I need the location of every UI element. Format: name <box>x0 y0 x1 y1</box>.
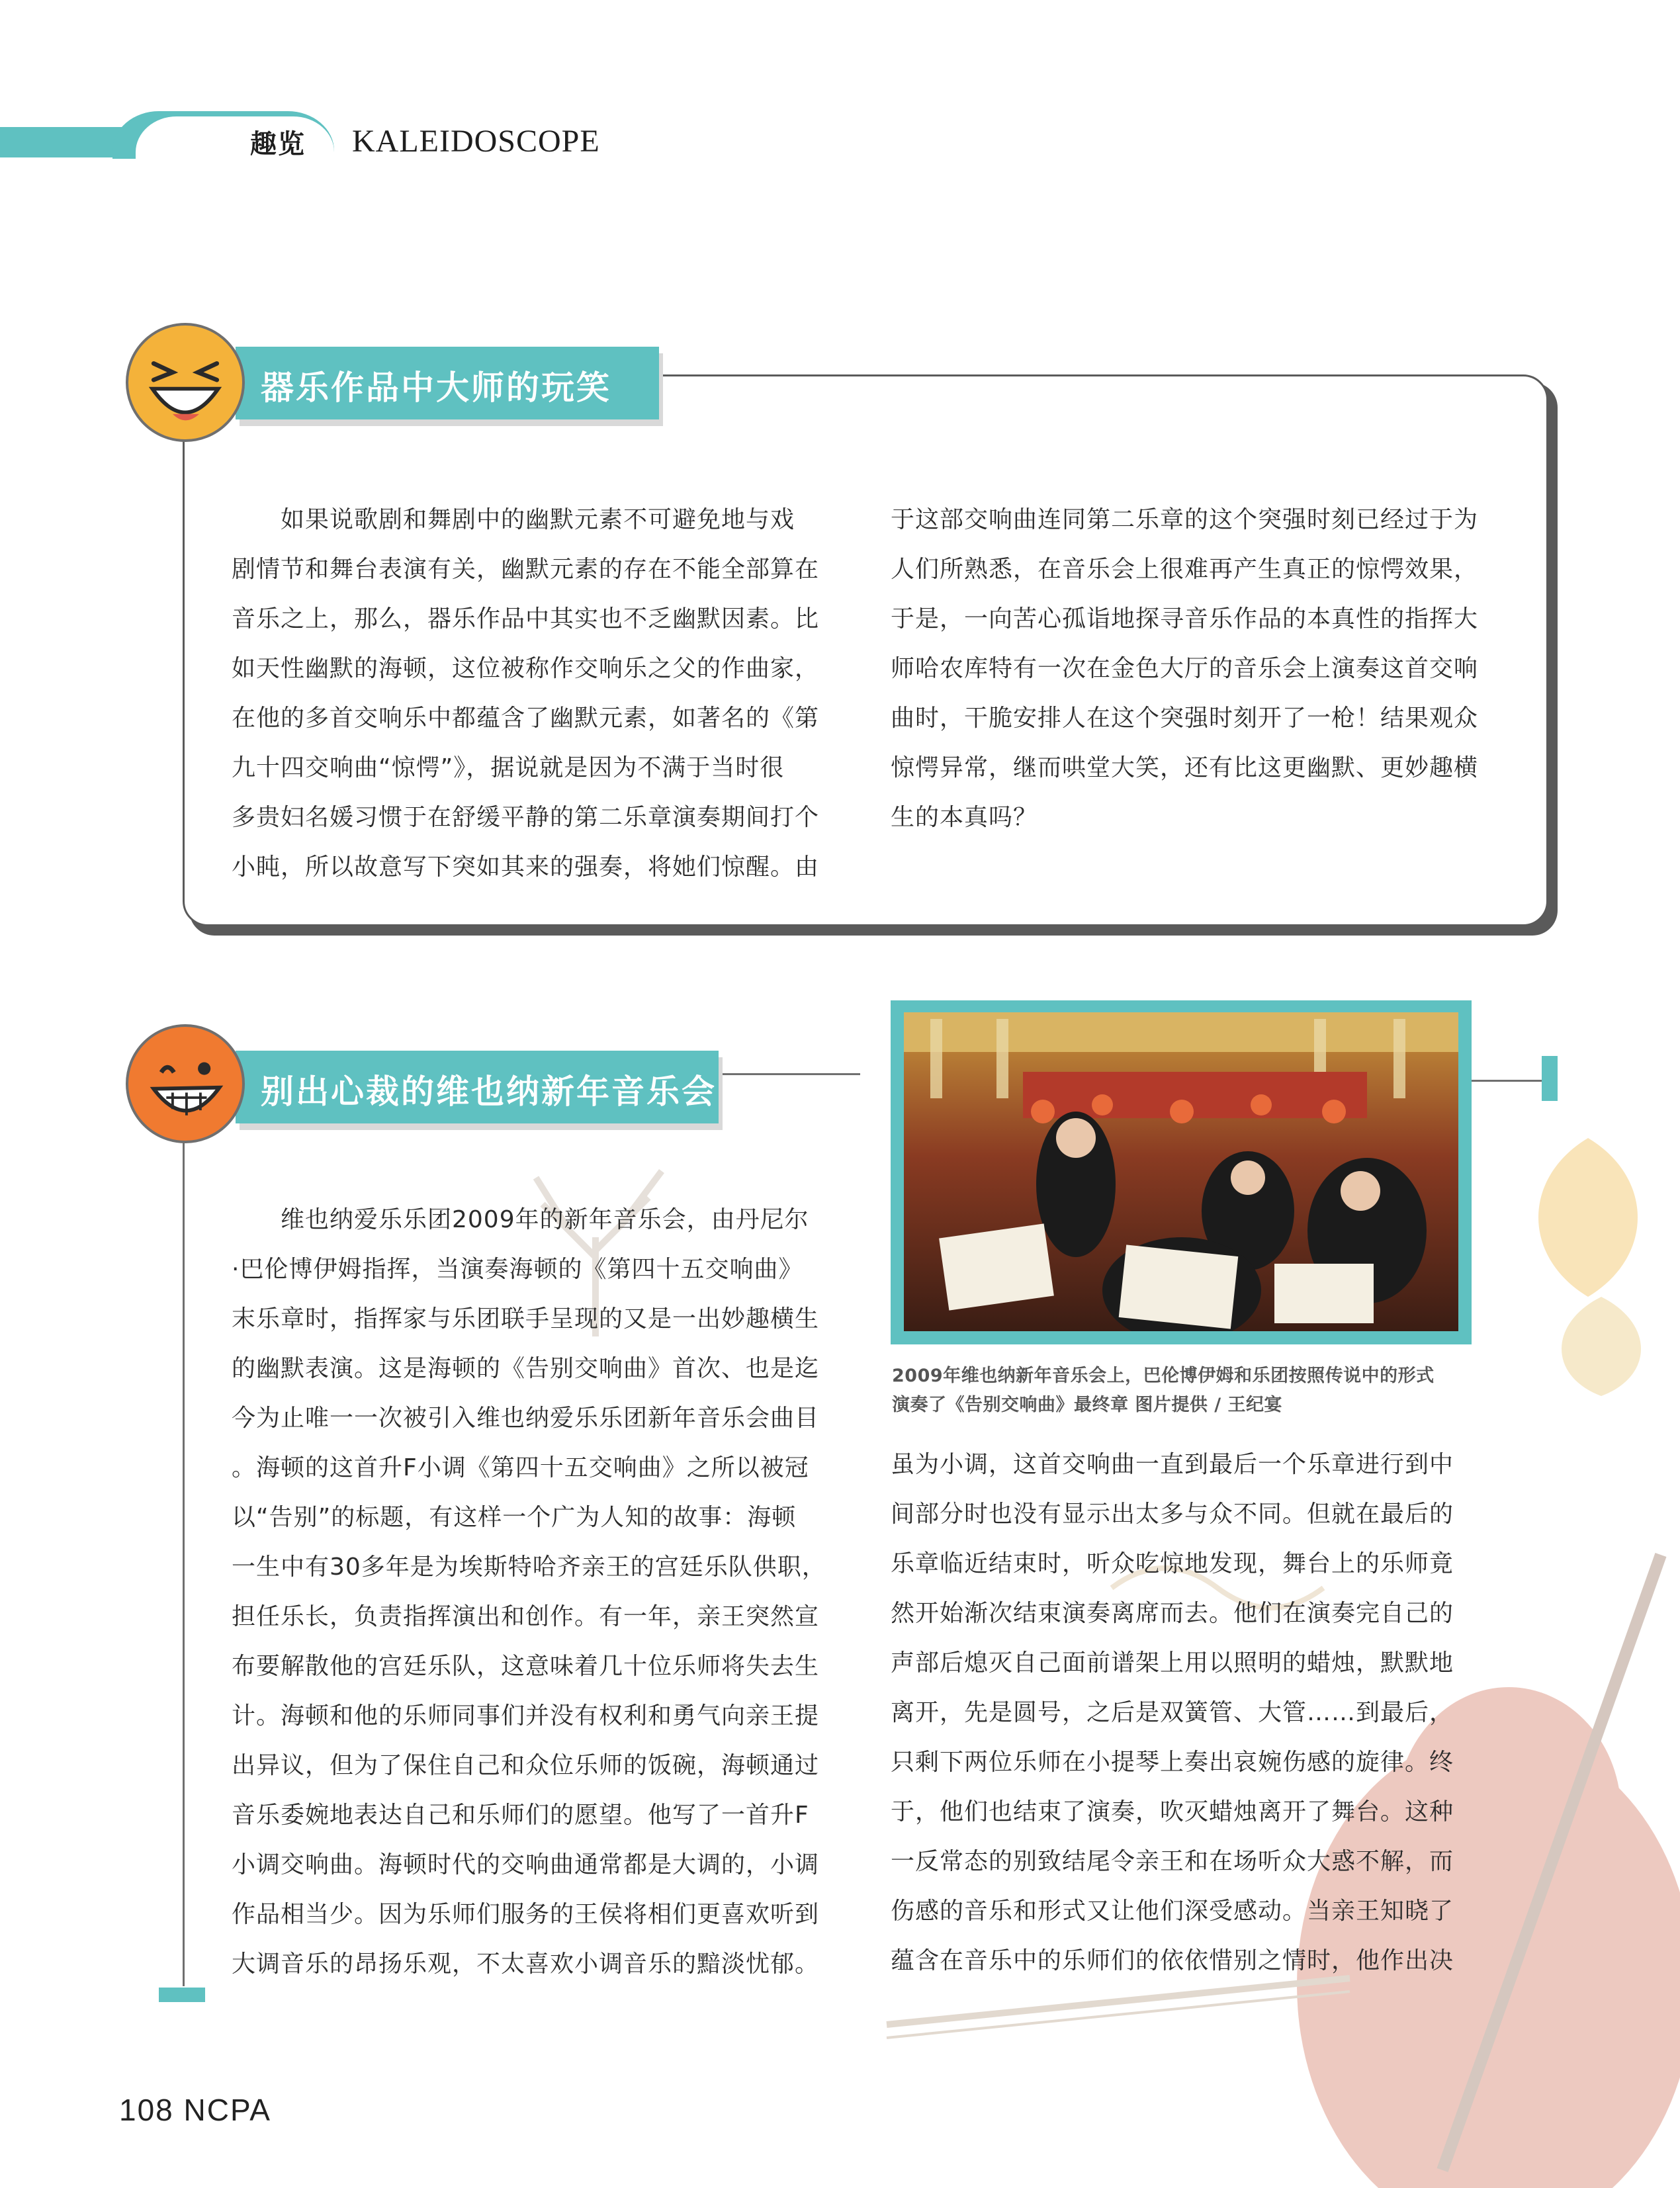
magazine-name: NCPA <box>183 2093 271 2127</box>
section1-col2 <box>891 495 1513 842</box>
paragraph-line: 作品相当少。因为乐师们服务的王侯将相们更喜欢听到 <box>232 1901 820 1928</box>
section-title-banner <box>236 347 659 419</box>
paragraph-line: ·巴伦博伊姆指挥，当演奏海顿的《第四十五交响曲》 <box>232 1256 803 1283</box>
paragraph-line: 如天性幽默的海顿，这位被称作交响乐之父的作曲家， <box>232 655 820 682</box>
paragraph-line: 音乐之上，那么，器乐作品中其实也不乏幽默因素。比 <box>232 605 820 633</box>
paragraph-line: 小调交响曲。海顿时代的交响曲通常都是大调的，小调 <box>232 1851 820 1878</box>
section-title: 器乐作品中大师的玩笑 <box>261 368 611 407</box>
paragraph-line: 出异议，但为了保住自己和众位乐师的饭碗，海顿通过 <box>232 1752 820 1779</box>
section-title-banner <box>236 1051 719 1123</box>
decorative-leaf-illustration <box>1509 1125 1667 1403</box>
laughing-face-icon <box>126 323 245 442</box>
paragraph-line: 虽为小调，这首交响曲一直到最后一个乐章进行到中 <box>891 1451 1454 1478</box>
section-label-cn: 趣览 <box>250 129 306 159</box>
paragraph-line: 小盹，所以故意写下突如其来的强奏，将她们惊醒。由 <box>232 853 820 881</box>
caption-line: 演奏了《告别交响曲》最终章 图片提供 / 王纪宴 <box>892 1395 1283 1415</box>
paragraph-line: 计。海顿和他的乐师同事们并没有权利和勇气向亲王提 <box>232 1702 820 1729</box>
concert-photo <box>904 1012 1458 1331</box>
section2-col1 <box>232 1195 854 1989</box>
section-label-en: KALEIDOSCOPE <box>352 124 600 159</box>
paragraph-line: 间部分时也没有显示出太多与众不同。但就在最后的 <box>891 1501 1454 1528</box>
paragraph-line: 如果说歌剧和舞剧中的幽默元素不可避免地与戏 <box>232 506 795 533</box>
paragraph-line: 然开始渐次结束演奏离席而去。他们在演奏完自己的 <box>891 1600 1454 1627</box>
paragraph-line: 担任乐长，负责指挥演出和创作。有一年，亲王突然宣 <box>232 1603 820 1630</box>
paragraph-line: 剧情节和舞台表演有关，幽默元素的存在不能全部算在 <box>232 556 820 583</box>
paragraph-line: 离开，先是圆号，之后是双簧管、大管……到最后， <box>891 1699 1454 1726</box>
paragraph-line: 生的本真吗？ <box>891 804 1038 831</box>
paragraph-line: 曲时，干脆安排人在这个突强时刻开了一枪！结果观众 <box>891 705 1479 732</box>
section-vertical-rule <box>183 1133 185 1986</box>
section1-col1 <box>232 495 854 892</box>
section2-col2 <box>891 1440 1513 1986</box>
paragraph-line: 一生中有30多年是为埃斯特哈齐亲王的宫廷乐队供职， <box>232 1553 826 1581</box>
paragraph-line: 九十四交响曲“惊愕”》，据说就是因为不满于当时很 <box>232 754 785 781</box>
paragraph-line: 今为止唯一一次被引入维也纳爱乐乐团新年音乐会曲目 <box>232 1405 820 1432</box>
paragraph-line: 声部后熄灭自己面前谱架上用以照明的蜡烛，默默地 <box>891 1649 1454 1677</box>
paragraph-line: 乐章临近结束时，听众吃惊地发现，舞台上的乐师竟 <box>891 1550 1454 1577</box>
paragraph-line: 在他的多首交响乐中都蕴含了幽默元素，如著名的《第 <box>232 705 820 732</box>
accent-tab-bottom <box>159 1988 205 2002</box>
paragraph-line: 大调音乐的昂扬乐观，不太喜欢小调音乐的黯淡忧郁。 <box>232 1950 820 1978</box>
paragraph-line: 人们所熟悉，在音乐会上很难再产生真正的惊愕效果， <box>891 556 1479 583</box>
paragraph-line: 伤感的音乐和形式又让他们深受感动。当亲王知晓了 <box>891 1898 1454 1925</box>
page-number: 108 <box>119 2093 174 2127</box>
paragraph-line: 惊愕异常，继而哄堂大笑，还有比这更幽默、更妙趣横 <box>891 754 1479 781</box>
photo-caption <box>892 1362 1474 1420</box>
paragraph-line: 末乐章时，指挥家与乐团联手呈现的又是一出妙趣横生 <box>232 1305 820 1333</box>
caption-line: 2009年维也纳新年音乐会上，巴伦博伊姆和乐团按照传说中的形式 <box>892 1366 1435 1386</box>
accent-tab-right <box>1542 1056 1558 1101</box>
paragraph-line: 布要解散他的宫廷乐队，这意味着几十位乐师将失去生 <box>232 1653 820 1680</box>
paragraph-line: 音乐委婉地表达自己和乐师们的愿望。他写了一首升F <box>232 1802 809 1829</box>
page-footer <box>119 2092 271 2128</box>
grinning-face-icon <box>126 1024 245 1143</box>
paragraph-line: 只剩下两位乐师在小提琴上奏出哀婉伤感的旋律。终 <box>891 1749 1454 1776</box>
paragraph-line: 师哈农库特有一次在金色大厅的音乐会上演奏这首交响 <box>891 655 1479 682</box>
paragraph-line: 的幽默表演。这是海顿的《告别交响曲》首次、也是迄 <box>232 1355 820 1382</box>
paragraph-line: 维也纳爱乐乐团2009年的新年音乐会，由丹尼尔 <box>232 1206 809 1233</box>
section-title: 别出心裁的维也纳新年音乐会 <box>261 1072 717 1111</box>
paragraph-line: 于这部交响曲连同第二乐章的这个突强时刻已经过于为 <box>891 506 1479 533</box>
paragraph-line: 多贵妇名媛习惯于在舒缓平静的第二乐章演奏期间打个 <box>232 804 820 831</box>
paragraph-line: 于，他们也结束了演奏，吹灭蜡烛离开了舞台。这种 <box>891 1798 1454 1825</box>
paragraph-line: 以“告别”的标题，有这样一个广为人知的故事：海顿 <box>232 1504 797 1531</box>
paragraph-line: 于是，一向苦心孤诣地探寻音乐作品的本真性的指挥大 <box>891 605 1479 633</box>
paragraph-line: 。海顿的这首升F小调《第四十五交响曲》之所以被冠 <box>232 1454 809 1481</box>
paragraph-line: 一反常态的别致结尾令亲王和在场听众大惑不解，而 <box>891 1848 1454 1875</box>
paragraph-line: 蕴含在音乐中的乐师们的依依惜别之情时，他作出决 <box>891 1947 1454 1974</box>
